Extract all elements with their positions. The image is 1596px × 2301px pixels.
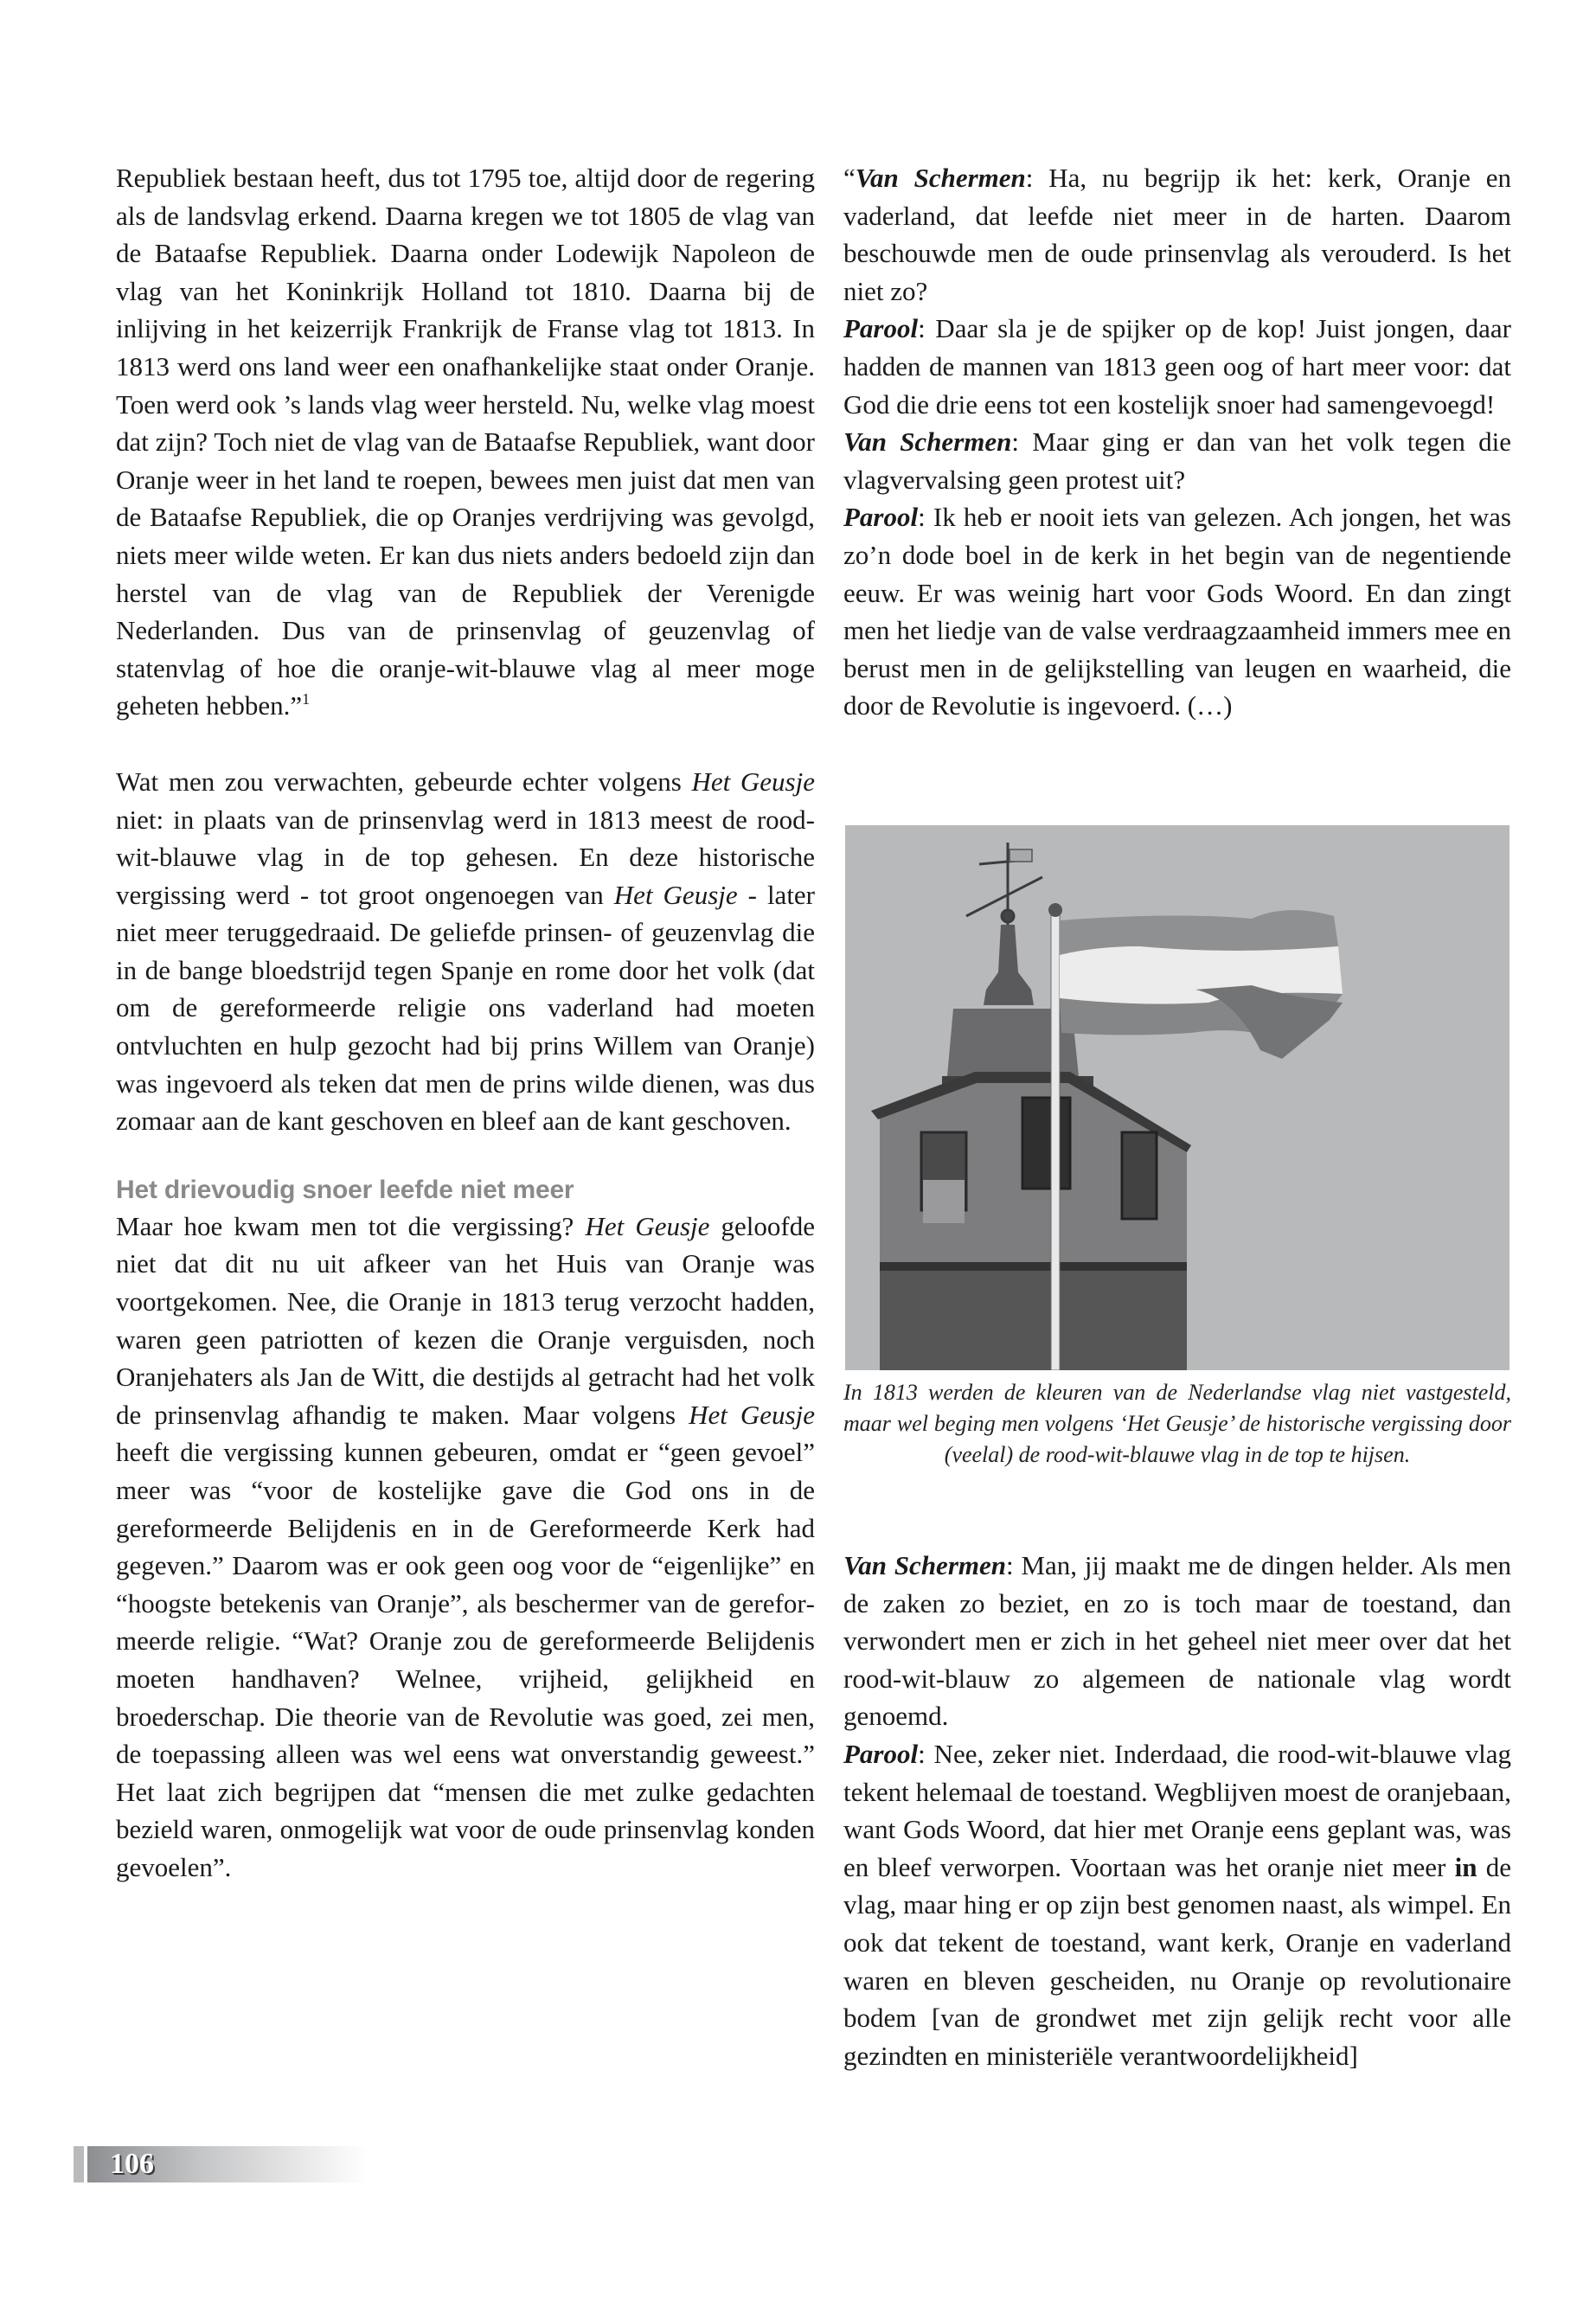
dialogue-line <box>843 423 1511 498</box>
dialogue-line <box>843 310 1511 423</box>
band-ledge <box>880 1262 1187 1271</box>
paragraph <box>116 763 815 1140</box>
publication-title: Het Geusje <box>585 1210 710 1241</box>
dialogue-text: de vlag, maar hing er op zijn best genomen naast, als wimpel. En ook dat tekent de toestand, want kerk, Oranje en vaderland waren en bleven gescheiden, nu Oranje op revolutionaire bodem [van de grondwet met zijn gelijk recht voor alle gezindten en ministeriële verantwoordelijkheid] <box>843 1851 1512 2071</box>
dialogue-text: : Nee, zeker niet. Inderdaad, die rood-wit-blauwe vlag tekent helemaal de toestand. Wegblijven moest de oranjebaan, want Gods Woord, dat hier met Oranje eens geplant was, was en bleef verworpen. Voortaan was het oranje niet meer <box>843 1738 1511 1882</box>
brick-band <box>880 1266 1187 1370</box>
left-column <box>116 159 815 1887</box>
caption-text: In 1813 werden de kleuren van de Nederlandse vlag niet vastgesteld, maar wel beging men volgens ‘Het Geusje’ de historische vergissing door (veelal) de rood-wit-blauwe vlag in de top te hijsen. <box>843 1380 1511 1467</box>
right-column <box>843 159 1511 725</box>
paragraph <box>116 1208 815 1887</box>
publication-title: Het Geusje <box>689 1399 815 1430</box>
dialogue-line <box>843 159 1511 310</box>
publication-title: Het Geusje <box>613 879 738 910</box>
footnote-reference: 1 <box>302 690 311 708</box>
dialogue-line <box>843 498 1511 725</box>
paragraph-text: - later niet meer teruggedraaid. De geliefde prinsen- of geuzenvlag die in de bange bloedstrijd tegen Spanje en rome door het volk (dat om de gereformeerde religie ons vaderland had moeten ontvluchten en hulp gezocht had bij prins Willem van Oranje) was ingevoerd als teken dat men de prins wilde dienen, was dus zomaar aan de kant geschoven en bleef aan de kant geschoven. <box>116 879 816 1137</box>
tower-flag-photo <box>845 825 1509 1370</box>
speaker-name: Parool <box>843 313 919 344</box>
paragraph-text: Maar hoe kwam men tot die vergissing? <box>116 1210 586 1241</box>
publication-title: Het Geusje <box>691 766 815 797</box>
footer-accent-block <box>74 2146 84 2182</box>
dialogue-text: : Daar sla je de spijker op de kop! Juist jongen, daar hadden de mannen van 1813 geen oog of hart meer voor: dat God die drie eens tot een kostelijk snoer had samengevoegd! <box>843 313 1511 420</box>
tower-window <box>1022 1098 1070 1189</box>
page-number: 106 <box>110 2148 154 2180</box>
right-column-continued <box>843 1547 1511 2074</box>
dialogue-line <box>843 1547 1511 1735</box>
speaker-name: Van Schermen <box>843 426 1012 458</box>
dialogue-text: : Ha, nu begrijp ik het: kerk, Oranje en vaderland, dat leefde niet meer in de harten. Daarom beschouwde men de oude prinsenvlag als verouderd. Is het niet zo? <box>843 163 1511 306</box>
page-footer <box>74 2146 368 2182</box>
flagpole <box>1051 910 1060 1370</box>
paragraph-text: niet: in plaats van de prinsenvlag werd in 1813 meest de rood-wit-blauwe vlag in de top gehesen. En deze historische vergissing werd - tot groot ongenoegen van <box>116 804 815 910</box>
speaker-name: Parool <box>843 502 919 533</box>
dialogue-text: : Man, jij maakt me de dingen helder. Als men de zaken zo beziet, en zo is toch maar de toestand, dan verwondert men er zich in het geheel niet meer over dat het rood-wit-blauw zo algemeen de nationale vlag wordt genoemd. <box>843 1550 1511 1732</box>
open-quote: “ <box>843 163 856 193</box>
speaker-name: Parool <box>843 1738 919 1769</box>
speaker-name: Van Schermen <box>843 1550 1006 1580</box>
photo-illustration <box>845 825 1509 1370</box>
paragraph-text: heeft die vergissing kunnen gebeuren, omdat er “geen gevoel” meer was “voor de kostelijke gave die God ons in de gereformeerde Belijdenis en in de Gereformeerde Kerk had gegeven.” Daarom was er ook geen oog voor de “eigenlijke” en “hoogste betekenis van Oranje”, als beschermer van de gereformeerde religie. “Wat? Oranje zou de gereformeerde Belijdenis moeten handhaven? Welnee, vrijheid, gelijkheid en broederschap. Die theorie van de Revolutie was goed, zei men, de toepassing alleen was wel eens wat onverstandig geweest.” Het laat zich begrijpen dat “mensen die met zulke gedachten bezield waren, onmogelijk wat voor de oude prinsenvlag konden gevoelen”. <box>116 1437 815 1882</box>
paragraph-text: Republiek bestaan heeft, dus tot 1795 toe, altijd door de regering als de landsvlag erkend. Daarna kregen we tot 1805 de vlag van de Bataafse Republiek. Daarna onder Lodewijk Napoleon de vlag van het Koninkrijk Holland tot 1810. Daarna bij de inlijving in het keizerrijk Frankrijk de Franse vlag tot 1813. In 1813 werd ons land weer een onafhankelijke staat onder Oranje. Toen werd ook ’s lands vlag weer hersteld. Nu, welke vlag moest dat zijn? Toch niet de vlag van de Bataafse Republiek, want door Oranje weer in het land te roepen, bewees men juist dat men van de Bataafse Republiek, die op Oranjes verdrijving was gevolgd, niets meer wilde weten. Er kan dus niets anders bedoeld zijn dan herstel van de vlag van de Republiek der Verenigde Nederlanden. Dus van de prinsenvlag of geuzenvlag of statenvlag of hoe die oranje-wit-blauwe vlag al meer moge geheten hebben.” <box>116 163 815 721</box>
photo-caption <box>843 1377 1511 1471</box>
paragraph-text: Wat men zou verwachten, gebeurde echter volgens <box>116 766 692 797</box>
dialogue-text: : Maar ging er dan van het volk tegen die vlagvervalsing geen protest uit? <box>843 426 1511 495</box>
speaker-name: Van Schermen <box>855 163 1026 193</box>
flagpole-finial <box>1048 903 1062 917</box>
section-heading: Het drievoudig snoer leefde niet meer <box>116 1175 574 1204</box>
paragraph-text: geloofde niet dat dit nu uit afkeer van het Huis van Oranje was voortgekomen. Nee, die Oranje in 1813 terug verzocht hadden, waren geen patriotten of kezen die Oranje verguisden, noch Oranjehaters als Jan de Witt, die destijds al getracht had het volk de prinsenvlag afhandig te maken. Maar volgens <box>116 1210 816 1430</box>
emphasis-bold: in <box>1454 1851 1477 1882</box>
window-shutter <box>923 1180 965 1223</box>
dialogue-line <box>843 1735 1511 2074</box>
paragraph <box>116 159 815 725</box>
dialogue-text: : Ik heb er nooit iets van gelezen. Ach jongen, het was zo’n dode boel in de kerk in het begin van de negentiende eeuw. Er was weinig hart voor Gods Woord. En dan zingt men het liedje van de valse verdraagzaamheid immers mee en berust men in de gelijkstelling van leugen en waarheid, die door de Revolutie is ingevoerd. (…) <box>843 502 1511 721</box>
paragraph-gap <box>116 725 815 763</box>
tower-window <box>1122 1132 1157 1219</box>
